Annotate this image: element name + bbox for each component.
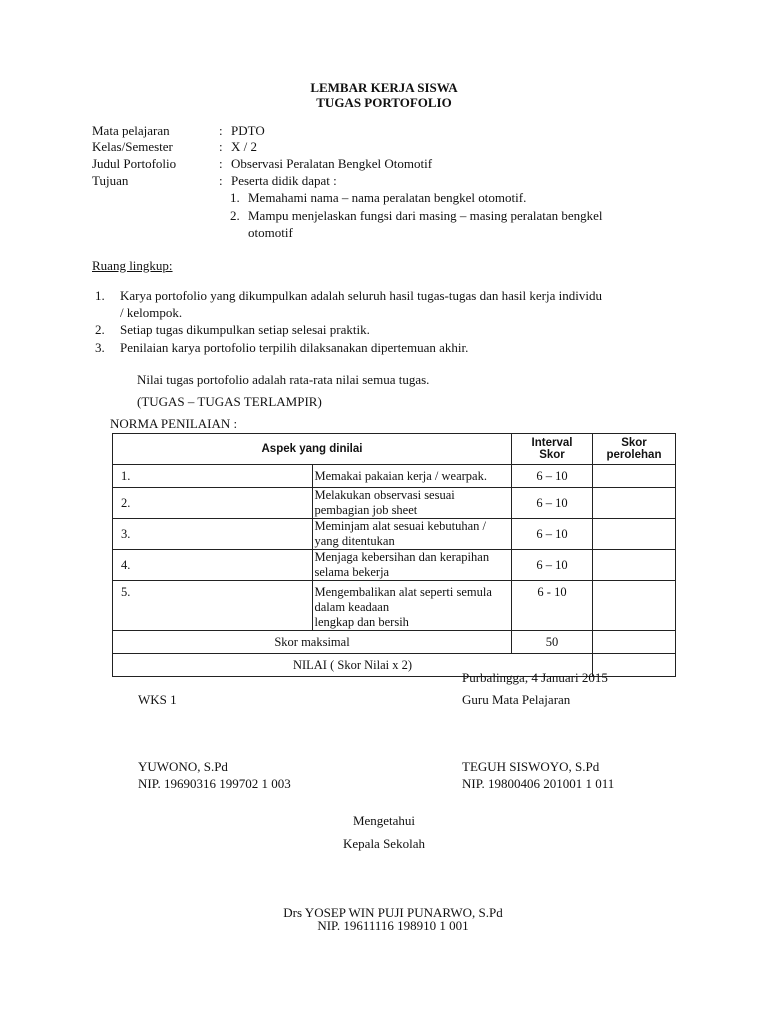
score-header-line: Skor (621, 437, 647, 449)
scope-number: 2. (95, 322, 105, 337)
info-value: Observasi Peralatan Bengkel Otomotif (231, 156, 433, 171)
row-aspect: Menjaga kebersihan dan kerapihan selama bekerja (312, 550, 512, 581)
info-sep: : (219, 156, 223, 171)
score-header-line: perolehan (606, 449, 662, 461)
goal-text: Mampu menjelaskan fungsi dari masing – masing peralatan bengkel (248, 208, 603, 223)
scope-note-attachment: (TUGAS – TUGAS TERLAMPIR) (137, 394, 322, 409)
interval-column-header (512, 434, 593, 465)
right-signer-nip: NIP. 19800406 201001 1 011 (462, 776, 615, 791)
row-number: 4. (113, 550, 313, 581)
row-number: 3. (113, 519, 313, 550)
row-score (593, 465, 676, 488)
table-row (113, 465, 676, 488)
row-interval: 6 – 10 (512, 550, 593, 581)
interval-header-line: Skor (539, 449, 565, 461)
scope-text: Penilaian karya portofolio terpilih dilaksanakan dipertemuan akhir. (120, 340, 469, 355)
row-score (593, 488, 676, 519)
info-value: Peserta didik dapat : (231, 173, 337, 188)
principal-role: Kepala Sekolah (343, 836, 425, 851)
place-date: Purbalingga, 4 Januari 2015 (462, 670, 608, 685)
info-label: Judul Portofolio (92, 156, 177, 171)
left-signer-role: WKS 1 (138, 692, 177, 707)
row-number: 2. (113, 488, 313, 519)
table-row (113, 519, 676, 550)
goal-number: 1. (230, 190, 240, 205)
row-aspect: Memakai pakaian kerja / wearpak. (312, 465, 512, 488)
document-title: LEMBAR KERJA SISWA (310, 80, 458, 95)
norma-heading: NORMA PENILAIAN : (110, 416, 238, 431)
info-value: X / 2 (231, 139, 257, 154)
info-label: Mata pelajaran (92, 123, 170, 138)
scope-note: Nilai tugas portofolio adalah rata-rata nilai semua tugas. (137, 372, 430, 387)
info-sep: : (219, 139, 223, 154)
scope-number: 1. (95, 288, 105, 303)
row-interval: 6 – 10 (512, 488, 593, 519)
assessment-table (112, 433, 676, 677)
max-score-value: 50 (512, 631, 593, 654)
left-signer-nip: NIP. 19690316 199702 1 003 (138, 776, 291, 791)
info-label: Kelas/Semester (92, 139, 173, 154)
row-score (593, 550, 676, 581)
score-column-header (593, 434, 676, 465)
row-aspect (312, 581, 512, 631)
row-number: 5. (113, 581, 313, 631)
final-score-label: NILAI ( Skor Nilai x 2) (113, 654, 593, 677)
scope-heading: Ruang lingkup: (92, 258, 173, 273)
row-aspect-line: Mengembalikan alat seperti semula dalam keadaan (314, 585, 492, 614)
table-row (113, 488, 676, 519)
row-aspect: Melakukan observasi sesuai pembagian job sheet (312, 488, 512, 519)
goal-text: Memahami nama – nama peralatan bengkel otomotif. (248, 190, 527, 205)
principal-name: Drs YOSEP WIN PUJI PUNARWO, S.Pd (283, 905, 503, 920)
scope-number: 3. (95, 340, 105, 355)
left-signer-name: YUWONO, S.Pd (138, 759, 228, 774)
row-number: 1. (113, 465, 313, 488)
aspect-column-header: Aspek yang dinilai (113, 434, 512, 465)
row-interval: 6 – 10 (512, 519, 593, 550)
row-aspect-line: lengkap dan bersih (314, 615, 409, 629)
max-score-row (113, 631, 676, 654)
table-row (113, 581, 676, 631)
acknowledged-label: Mengetahui (352, 813, 416, 828)
info-sep: : (219, 123, 223, 138)
right-signer-name: TEGUH SISWOYO, S.Pd (462, 759, 600, 774)
row-interval: 6 – 10 (512, 465, 593, 488)
table-row (113, 550, 676, 581)
scope-text: Setiap tugas dikumpulkan setiap selesai praktik. (120, 322, 370, 337)
max-score-empty (593, 631, 676, 654)
goal-text-continued: otomotif (248, 225, 293, 240)
right-signer-role: Guru Mata Pelajaran (462, 692, 571, 707)
table-header-row (113, 434, 676, 465)
max-score-label: Skor maksimal (113, 631, 512, 654)
goal-number: 2. (230, 208, 240, 223)
row-interval: 6 - 10 (512, 581, 593, 631)
principal-nip: NIP. 19611116 198910 1 001 (317, 918, 469, 933)
row-aspect: Meminjam alat sesuai kebutuhan / yang ditentukan (312, 519, 512, 550)
info-value: PDTO (231, 123, 265, 138)
row-score (593, 581, 676, 631)
row-score (593, 519, 676, 550)
document-subtitle: TUGAS PORTOFOLIO (316, 95, 452, 110)
scope-text-continued: / kelompok. (120, 305, 183, 320)
scope-text: Karya portofolio yang dikumpulkan adalah seluruh hasil tugas-tugas dan hasil kerja individu (120, 288, 602, 303)
info-label: Tujuan (92, 173, 129, 188)
interval-header-line: Interval (531, 437, 573, 449)
info-sep: : (219, 173, 223, 188)
